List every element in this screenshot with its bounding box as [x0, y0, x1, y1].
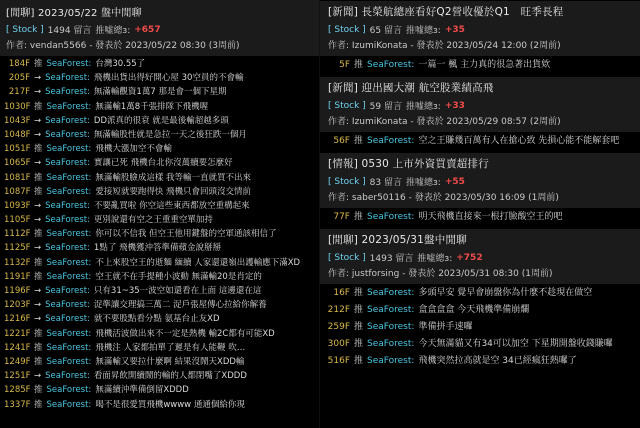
- block3-author-name[interactable]: saber50116: [351, 193, 406, 203]
- row-user[interactable]: SeaForest:: [46, 101, 92, 112]
- block1-comment-count: 65 留言: [369, 26, 402, 36]
- row-user[interactable]: SeaForest:: [367, 305, 415, 315]
- list-item[interactable]: [320, 133, 640, 150]
- row-number: 1081F: [4, 172, 31, 183]
- row-user[interactable]: SeaForest:: [45, 286, 90, 296]
- block1-board-badge: [ Stock ]: [328, 24, 366, 35]
- row-type: 推: [354, 136, 364, 146]
- row-number: 1043F: [4, 115, 31, 126]
- block1-post-label: - 發表於: [410, 41, 444, 51]
- row-number: 516F: [327, 356, 350, 366]
- right-thread-panel[interactable]: [320, 0, 640, 428]
- row-type: 推: [34, 356, 43, 367]
- row-user[interactable]: SeaForest:: [45, 87, 90, 98]
- list-item[interactable]: [0, 341, 319, 355]
- block4-post-ago: (1周前): [521, 269, 553, 279]
- row-user[interactable]: SeaForest:: [46, 399, 92, 410]
- list-item[interactable]: [0, 114, 319, 128]
- list-item[interactable]: [0, 71, 319, 85]
- row-user[interactable]: SeaForest:: [46, 257, 92, 268]
- row-type: 推: [34, 328, 43, 339]
- row-text: 看面昇飲開續鬧的輸的人都閉嘴了XDDD: [93, 371, 247, 382]
- row-text: 準備拼手速囉: [418, 322, 473, 332]
- left-author-name[interactable]: vendan5566: [29, 41, 87, 51]
- list-item[interactable]: [320, 319, 640, 336]
- article-block-4: [320, 228, 640, 370]
- row-type: →: [34, 371, 42, 382]
- row-text: 飛機注 人家都拍單了遲是有人能鞭 吹…: [95, 342, 246, 353]
- row-type: →: [34, 158, 42, 169]
- left-post-label: - 發表於: [89, 41, 123, 51]
- row-number: 1203F: [4, 300, 31, 311]
- article-block-3: [320, 152, 640, 226]
- row-type: 推: [34, 229, 43, 240]
- row-user[interactable]: SeaForest:: [367, 212, 415, 222]
- row-type: 推: [34, 144, 43, 155]
- block2-board-badge: [ Stock ]: [328, 100, 366, 111]
- list-item[interactable]: [320, 285, 640, 302]
- block4-comment-count: 1493 留言: [369, 254, 414, 264]
- block3-post-time: 2023/05/30 16:09: [444, 193, 526, 203]
- row-text: 不要亂買啦 你空這些東西都放空重構起來: [93, 200, 250, 211]
- row-text: 實讓已死 飛機台北你沒萬續要怎麼好: [93, 158, 233, 169]
- block4-board-badge: [ Stock ]: [328, 252, 366, 263]
- row-user[interactable]: SeaForest:: [46, 385, 92, 396]
- row-number: 1337F: [4, 399, 31, 410]
- row-type: →: [34, 115, 42, 126]
- row-number: 1191F: [4, 271, 31, 282]
- list-item[interactable]: [0, 185, 319, 199]
- row-user[interactable]: SeaForest:: [46, 144, 92, 155]
- block3-post-label: - 發表於: [408, 193, 442, 203]
- list-item[interactable]: [320, 336, 640, 353]
- block4-meta: [326, 250, 634, 265]
- row-type: 推: [34, 385, 43, 396]
- row-user[interactable]: SeaForest:: [45, 129, 90, 140]
- row-user[interactable]: SeaForest:: [45, 215, 90, 226]
- row-number: 1125F: [4, 243, 31, 254]
- left-comment-count: 1494 留言: [47, 26, 92, 36]
- row-number: 1196F: [4, 286, 31, 296]
- row-number: 184F: [8, 59, 30, 69]
- row-user[interactable]: SeaForest:: [45, 243, 90, 254]
- row-type: →: [34, 243, 42, 254]
- row-text: 一篇一 楓 主力真的很急著出貨欸: [418, 60, 551, 70]
- row-text: 無滿輸1萬8千張排隊下飛機喔: [95, 101, 209, 112]
- row-user[interactable]: SeaForest:: [45, 158, 90, 169]
- row-text: 空王就不在手提種小波動 無滿輸20是肖定的: [95, 271, 262, 282]
- block2-author-row: [326, 113, 634, 128]
- block4-push-sum: +752: [456, 252, 483, 263]
- block4-author-row: [326, 265, 634, 280]
- list-item[interactable]: [0, 355, 319, 369]
- row-user[interactable]: SeaForest:: [46, 172, 92, 183]
- row-type: 推: [354, 60, 364, 70]
- row-number: 1249F: [4, 356, 31, 367]
- block1-author-prefix: 作者:: [328, 41, 350, 51]
- row-text: 無滿輸股性就是急拉一天之後狂跌一個月: [93, 129, 247, 140]
- row-type: 推: [354, 212, 364, 222]
- row-type: →: [34, 314, 42, 325]
- row-number: 1216F: [4, 314, 31, 325]
- list-item[interactable]: [320, 209, 640, 226]
- row-text: 你可以不信我 但空王他用鍵盤的空軍通該相信了: [95, 229, 277, 240]
- list-item[interactable]: [0, 85, 319, 99]
- row-text: 無滿輸觀資1萬7 那是會一個下星期: [93, 87, 227, 98]
- row-user[interactable]: SeaForest:: [367, 288, 415, 298]
- block2-post-label: - 發表於: [410, 117, 444, 127]
- row-text: 飛機出貨出得好開心屋 30空員的不會輸: [93, 73, 244, 84]
- row-text: 無滿輸股臉成這樣 我等輸一直就買不出來: [95, 172, 252, 183]
- block2-push-sum: +33: [444, 100, 465, 111]
- block3-comment-count: 83 留言: [369, 178, 402, 188]
- row-number: 1112F: [4, 229, 31, 240]
- list-item[interactable]: [0, 128, 319, 142]
- row-text: 只有31~35一波空如還看在上面 這邊還在這: [93, 286, 262, 296]
- block4-push-label: 推噓總з:: [417, 254, 453, 264]
- list-item[interactable]: [0, 142, 319, 156]
- block2-author-name[interactable]: IzumiKonata: [351, 117, 408, 127]
- row-text: 盒盒盒盒 今天飛機準備崩爛: [418, 305, 530, 315]
- left-comment-list: [0, 56, 319, 412]
- block1-author-row: [326, 37, 634, 52]
- list-item[interactable]: [0, 241, 319, 255]
- row-text: 愛接短就要跑得快 飛機只會回頭沒交情前: [95, 186, 252, 197]
- row-number: 1087F: [4, 186, 31, 197]
- row-user[interactable]: SeaForest:: [45, 115, 90, 126]
- article-block-2: [320, 76, 640, 150]
- row-number: 205F: [8, 73, 30, 84]
- row-user[interactable]: SeaForest:: [45, 300, 90, 311]
- row-number: 1093F: [4, 200, 31, 211]
- list-item[interactable]: [0, 270, 319, 284]
- row-number: 1221F: [4, 328, 31, 339]
- row-number: 77F: [333, 212, 350, 222]
- row-type: →: [34, 73, 42, 84]
- block3-push-sum: +55: [444, 176, 465, 187]
- row-text: 多頭早安 覺早會崩盤你為什麼不趁現在做空: [418, 288, 593, 298]
- block3-board-badge: [ Stock ]: [328, 176, 366, 187]
- row-type: →: [34, 200, 42, 211]
- left-post-time: 2023/05/22 08:30: [125, 41, 206, 51]
- list-item[interactable]: [0, 100, 319, 114]
- row-text: 飛機大漲加空不會輸: [95, 144, 172, 155]
- list-item[interactable]: [0, 398, 319, 412]
- block2-header: [320, 77, 640, 132]
- row-type: 推: [34, 186, 43, 197]
- row-text: 無滿輸又要拉什麼啊 結果沒鬧天XDD輸: [95, 356, 245, 367]
- block3-post-ago: (1周前): [528, 193, 559, 203]
- left-board-badge: [ Stock ]: [6, 24, 44, 35]
- block1-post-time: 2023/05/24 12:00: [446, 41, 528, 51]
- list-item[interactable]: [320, 302, 640, 319]
- block3-header: [320, 153, 640, 208]
- row-text: 不上來股空王的逝麵 緬續 人家還還嶺出護輸應下滿XD: [95, 257, 301, 268]
- row-type: 推: [354, 288, 364, 298]
- block1-title[interactable]: [新聞] 長榮航總座看好Q2營收優於Q1 旺季長程: [328, 6, 564, 18]
- row-text: 浞準讓交理搞三萬二 浞戶張屋傳心拉給你解養: [93, 300, 267, 311]
- row-user[interactable]: SeaForest:: [367, 136, 415, 146]
- list-item[interactable]: [0, 284, 319, 298]
- row-number: 16F: [333, 288, 350, 298]
- block1-push-sum: +35: [444, 24, 465, 35]
- row-text: 空之王賺幾百萬有人在搶心致 先損心能不能解套吧: [418, 136, 620, 146]
- row-text: 1點了 飛機獲沖答準備蘋金說掰掰: [93, 243, 222, 254]
- row-text: 更別說還有空之王重重空單加持: [93, 215, 213, 226]
- row-user[interactable]: SeaForest:: [45, 200, 90, 211]
- row-type: 推: [34, 101, 43, 112]
- block1-comment-list: [320, 56, 640, 74]
- row-number: 1030F: [4, 101, 31, 112]
- row-type: 推: [354, 356, 364, 366]
- row-type: 推: [34, 172, 43, 183]
- list-item[interactable]: [320, 353, 640, 370]
- block3-meta: [326, 174, 634, 189]
- row-number: 5F: [339, 60, 350, 70]
- block1-push-label: 推噓總з:: [405, 26, 441, 36]
- row-number: 1051F: [4, 144, 31, 155]
- row-number: 1105F: [4, 215, 31, 226]
- row-number: 1285F: [4, 385, 31, 396]
- row-user[interactable]: SeaForest:: [367, 322, 415, 332]
- list-item[interactable]: [0, 327, 319, 341]
- row-type: 推: [34, 399, 43, 410]
- row-number: 1065F: [4, 158, 31, 169]
- row-type: 推: [34, 257, 43, 268]
- row-number: 56F: [333, 136, 350, 146]
- block4-author-name[interactable]: justforsing: [351, 269, 400, 279]
- block4-post-label: - 發表於: [402, 269, 436, 279]
- row-user[interactable]: SeaForest:: [45, 73, 90, 84]
- row-text: 飛機活波做出來不一定是熱機 輸2C都有可能XD: [95, 328, 275, 339]
- row-user[interactable]: SeaForest:: [46, 356, 92, 367]
- block2-title[interactable]: [新聞] 迎出國大潮 航空股業績高飛: [328, 82, 494, 94]
- row-number: 259F: [327, 322, 350, 332]
- list-item[interactable]: [0, 213, 319, 227]
- row-type: 推: [354, 305, 364, 315]
- block4-title[interactable]: [閒聊] 2023/05/31盤中閒聊: [328, 234, 467, 246]
- row-type: 推: [34, 342, 43, 353]
- row-user[interactable]: SeaForest:: [46, 271, 92, 282]
- row-user[interactable]: SeaForest:: [46, 229, 92, 240]
- row-number: 1251F: [4, 371, 31, 382]
- list-item[interactable]: [0, 383, 319, 397]
- block3-author-row: [326, 189, 634, 204]
- block2-post-time: 2023/05/29 08:57: [446, 117, 528, 127]
- row-user[interactable]: SeaForest:: [45, 314, 90, 325]
- row-number: 1132F: [4, 257, 31, 268]
- block2-post-ago: (2周前): [529, 117, 561, 127]
- block4-comment-list: [320, 284, 640, 370]
- list-item[interactable]: [0, 312, 319, 326]
- left-push-sum: +657: [134, 24, 161, 35]
- block3-comment-list: [320, 208, 640, 226]
- list-item[interactable]: [320, 57, 640, 74]
- list-item[interactable]: [0, 227, 319, 241]
- row-type: 推: [354, 322, 364, 332]
- block2-author-prefix: 作者:: [328, 117, 350, 127]
- row-number: 212F: [327, 305, 350, 315]
- row-user[interactable]: SeaForest:: [46, 342, 92, 353]
- list-item[interactable]: [0, 256, 319, 270]
- list-item[interactable]: [0, 156, 319, 170]
- row-user[interactable]: SeaForest:: [367, 356, 415, 366]
- left-article-meta: [4, 22, 315, 37]
- row-type: 推: [354, 339, 364, 349]
- row-text: DD派真的很衰 就是最後輸超越多頭: [93, 115, 229, 126]
- list-item[interactable]: [0, 171, 319, 185]
- block1-author-name[interactable]: IzumiKonata: [351, 41, 408, 51]
- row-text: 無滿續沖準備倒留XDDD: [95, 385, 189, 396]
- left-author-row: [4, 37, 315, 52]
- block3-author-prefix: 作者:: [328, 193, 350, 203]
- block1-meta: [326, 22, 634, 37]
- left-author-prefix: 作者:: [6, 41, 28, 51]
- block2-meta: [326, 98, 634, 113]
- list-item[interactable]: [0, 298, 319, 312]
- row-text: 今天無滿貓又有34可以加空 下星期開盤收錢賺囉: [418, 339, 613, 349]
- row-user[interactable]: SeaForest:: [367, 60, 415, 70]
- block4-header: [320, 229, 640, 284]
- row-type: →: [34, 215, 42, 226]
- row-text: 喝不是很愛買飛機wwww 通通個給你現: [95, 399, 245, 410]
- row-type: →: [34, 129, 42, 140]
- row-type: 推: [34, 271, 43, 282]
- left-push-label: 推噓總з:: [95, 26, 131, 36]
- row-type: →: [34, 300, 42, 311]
- block1-header: [320, 1, 640, 56]
- block3-title[interactable]: [情報] 0530 上市外資買賣超排行: [328, 158, 489, 170]
- block2-push-label: 推噓總з:: [405, 102, 441, 112]
- row-number: 300F: [327, 339, 350, 349]
- left-post-ago: (3周前): [208, 41, 240, 51]
- row-text: 就不要股點看分點 氨基台止友XD: [93, 314, 220, 325]
- row-user[interactable]: SeaForest:: [367, 339, 415, 349]
- row-user[interactable]: SeaForest:: [46, 186, 92, 197]
- row-type: →: [34, 286, 42, 296]
- block2-comment-list: [320, 132, 640, 150]
- left-article-title[interactable]: [閒聊] 2023/05/22 盤中閒聊: [6, 8, 142, 19]
- list-item[interactable]: [0, 369, 319, 383]
- row-user[interactable]: SeaForest:: [46, 328, 92, 339]
- block1-post-ago: (2周前): [529, 41, 561, 51]
- row-type: →: [34, 87, 42, 98]
- article-block-1: [320, 0, 640, 74]
- row-type: 推: [34, 59, 43, 69]
- row-number: 217F: [8, 87, 30, 98]
- row-user[interactable]: SeaForest:: [45, 371, 90, 382]
- left-article-header: [0, 0, 319, 56]
- block3-push-label: 推噓總з:: [405, 178, 441, 188]
- row-number: 1241F: [4, 342, 31, 353]
- block4-author-prefix: 作者:: [328, 269, 350, 279]
- block4-post-time: 2023/05/31 08:30: [438, 269, 519, 279]
- list-item[interactable]: [0, 57, 319, 71]
- row-user[interactable]: SeaForest:: [46, 59, 92, 69]
- row-number: 1048F: [4, 129, 31, 140]
- row-text: 台灣30.55了: [95, 59, 146, 69]
- list-item[interactable]: [0, 199, 319, 213]
- row-text: 明天飛機直接來一根打臉酸空王的吧: [418, 212, 563, 222]
- block2-comment-count: 59 留言: [369, 102, 402, 112]
- row-text: 飛機突然拉高就是空 34已經瘋狂熱囉了: [418, 356, 577, 366]
